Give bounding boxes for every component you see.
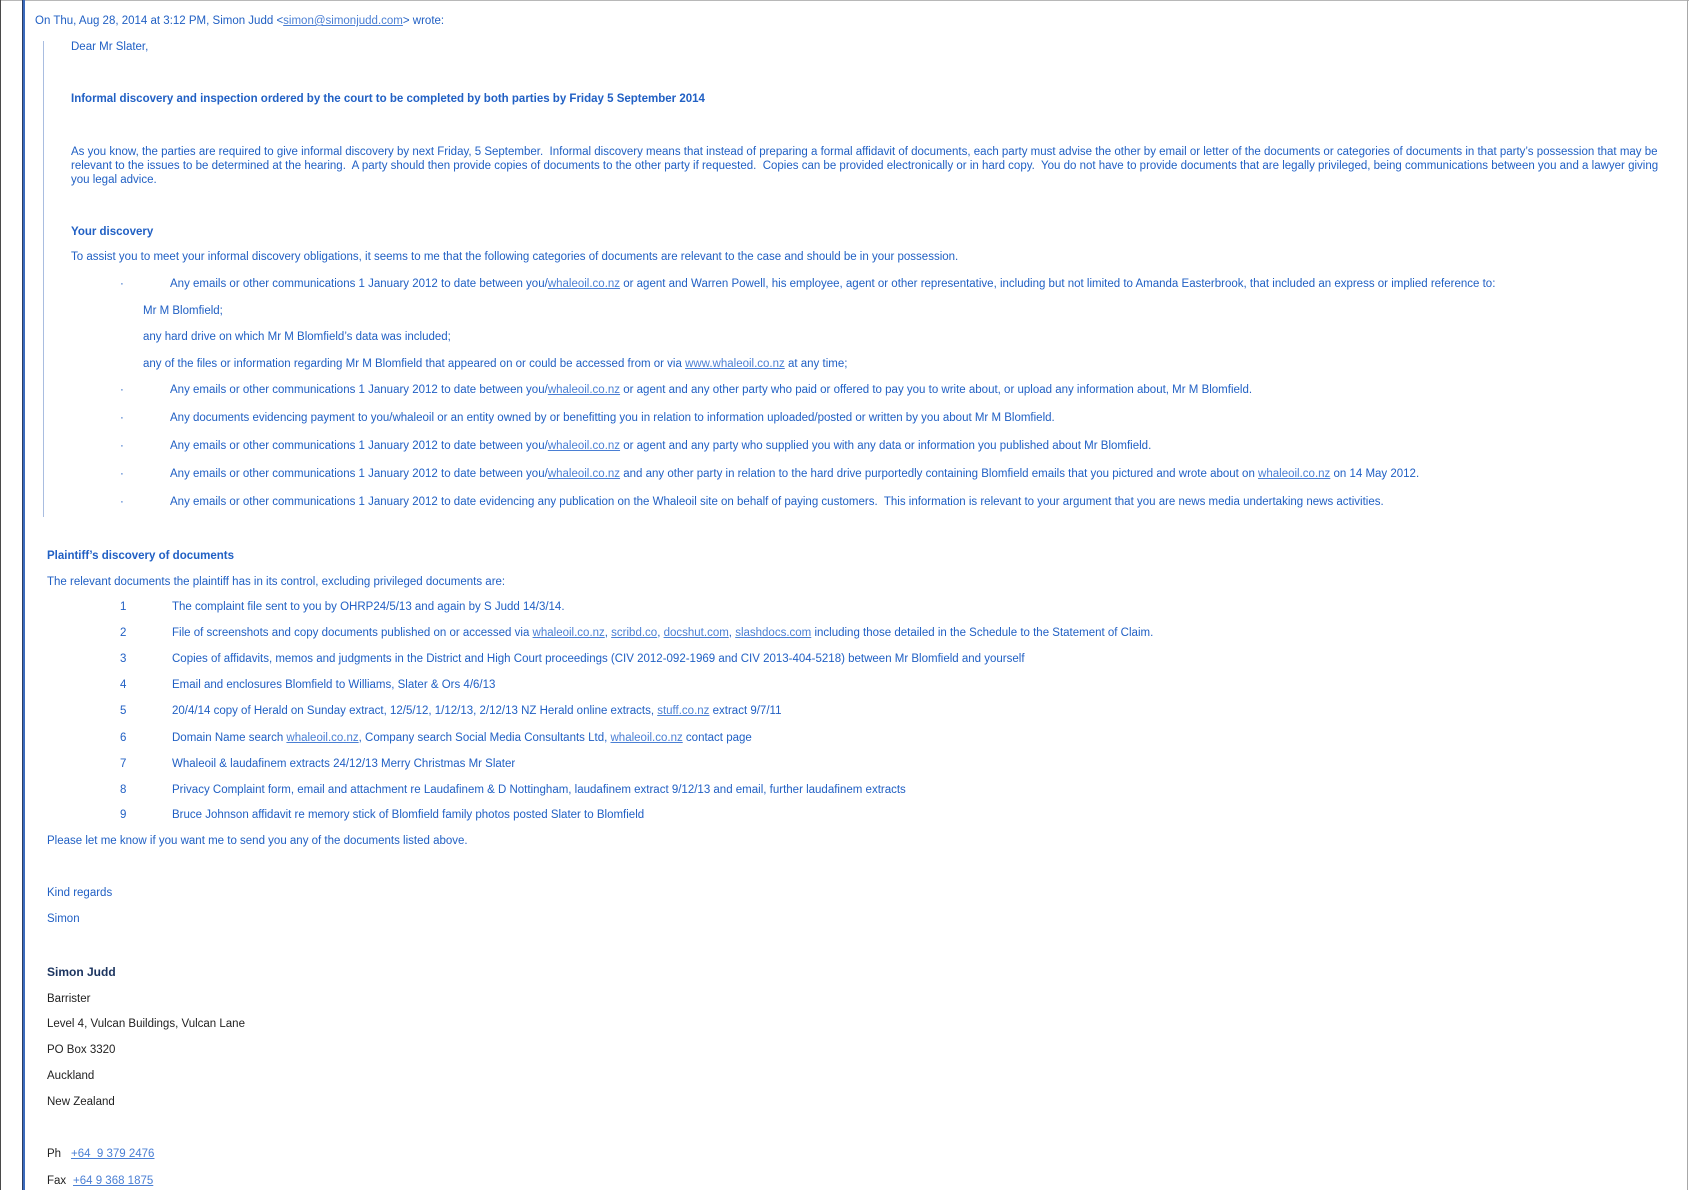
plaintiff-discovery-lead: The relevant documents the plaintiff has in its control, excluding privileged documents are: [47,576,506,588]
fax-link[interactable]: +64 9 368 1875 [73,1175,154,1187]
your-discovery-lead: To assist you to meet your informal discovery obligations, it seems to me that the following categories of documents are relevant to the case and should be in your possession. [71,251,959,263]
text-segment: any hard drive on which Mr M Blomfield’s data was included; [143,331,451,343]
signature-address-line: Auckland [47,1070,95,1082]
text-segment: > wrote: [402,15,445,27]
text-segment: at any time; [784,358,848,370]
item-number: 7 [120,758,127,770]
link[interactable]: whaleoil.co.nz [1258,468,1331,480]
signature-title: Barrister [47,993,91,1005]
document-item [172,783,906,797]
text-segment: Any emails or other communications 1 January 2012 to date between you/ [170,440,548,452]
document-item [172,704,781,718]
discovery-item [170,411,1055,425]
link[interactable]: stuff.co.nz [657,705,710,717]
discovery-subitem [143,357,847,371]
quote-bar [23,0,25,1190]
bullet-icon: · [120,496,124,508]
signature-address-line: PO Box 3320 [47,1044,116,1056]
link[interactable]: whaleoil.co.nz [532,627,605,639]
window-top-border [0,0,1689,1]
discovery-item [170,439,1151,453]
phone-link-wrapper [71,1147,154,1161]
text-segment: File of screenshots and copy documents published on or accessed via [172,627,533,639]
text-segment: , [728,627,736,639]
text-segment: Copies of affidavits, memos and judgments in the District and High Court proceedings (CIV 2012-092-1969 and CIV 2013-404-5218) between Mr Blomfield and yourself [172,653,1025,665]
document-item [172,652,1025,666]
text-segment: , [604,627,612,639]
intro-paragraph: As you know, the parties are required to give informal discovery by next Friday, 5 September. Informal discovery means that instead of preparing a formal affidavit of documents, each party must advise the other by email or letter of the documents or categories of documents in that party’s possession that may be relevant to the issues to be determined at the hearing. A party should then provide copies of documents to the other party if requested. Copies can be provided electronically or in hard copy. You do not have to provide documents that are legally privileged, being communications between you and a lawyer giving you legal advice. [71,146,1662,186]
text-segment: or agent and Warren Powell, his employee, agent or other representative, including but not limited to Amanda Easterbrook, that included an express or implied reference to: [620,278,1496,290]
item-number: 6 [120,732,127,744]
link[interactable]: whaleoil.co.nz [610,732,683,744]
document-item [172,678,495,692]
bullet-icon: · [120,412,124,424]
text-segment: On Thu, Aug 28, 2014 at 3:12 PM, Simon Judd < [35,15,284,27]
signature-address-line: New Zealand [47,1096,115,1108]
text-segment: Any documents evidencing payment to you/whaleoil or an entity owned by or benefitting you in relation to information uploaded/posted or written by you about Mr M Blomfield. [170,412,1055,424]
link[interactable]: whaleoil.co.nz [286,732,359,744]
signature-address-line: Level 4, Vulcan Buildings, Vulcan Lane [47,1018,245,1030]
nested-quote-bar [43,41,44,517]
bullet-icon: · [120,440,124,452]
document-item [172,600,565,614]
link[interactable]: whaleoil.co.nz [547,440,621,452]
email-quote-header [35,14,444,28]
text-segment: Email and enclosures Blomfield to Williams, Slater & Ors 4/6/13 [172,679,496,691]
closing-request: Please let me know if you want me to send you any of the documents listed above. [47,835,468,847]
text-segment: Bruce Johnson affidavit re memory stick of Blomfield family photos posted Slater to Blomfield [172,809,645,821]
signature-name: Simon Judd [47,965,116,979]
subject-heading: Informal discovery and inspection ordered by the court to be completed by both parties by Friday 5 September 2014 [71,93,705,105]
discovery-subitem [143,304,223,318]
text-segment: Privacy Complaint form, email and attachment re Laudafinem & D Nottingham, laudafinem extract 9/12/13 and email, further laudafinem extracts [172,784,906,796]
document-item [172,731,752,745]
text-segment: or agent and any other party who paid or offered to pay you to write about, or upload any information about, Mr M Blomfield. [620,384,1253,396]
link[interactable]: docshut.com [663,627,729,639]
discovery-item [170,383,1252,397]
text-segment: Any emails or other communications 1 January 2012 to date evidencing any publication on the Whaleoil site on behalf of paying customers. This information is relevant to your argument that you are news media undertaking news activities. [170,496,1384,508]
discovery-item [170,467,1419,481]
link[interactable]: whaleoil.co.nz [547,384,621,396]
text-segment: Any emails or other communications 1 January 2012 to date between you/ [170,468,548,480]
closing-regards: Kind regards [47,887,113,899]
text-segment: , [657,627,664,639]
fax-link-wrapper [73,1174,153,1188]
window-right-border [1687,0,1688,1190]
text-segment: or agent and any party who supplied you with any data or information you published about Mr Blomfield. [620,440,1152,452]
discovery-item [170,495,1384,509]
text-segment: contact page [682,732,752,744]
text-segment: Domain Name search [172,732,287,744]
link[interactable]: scribd.co [611,627,658,639]
discovery-item [170,277,1495,291]
document-item [172,808,644,822]
text-segment: Whaleoil & laudafinem extracts 24/12/13 Merry Christmas Mr Slater [172,758,516,770]
item-number: 4 [120,679,127,691]
text-segment: 20/4/14 copy of Herald on Sunday extract, 12/5/12, 1/12/13, 2/12/13 NZ Herald online extracts, [172,705,658,717]
bullet-icon: · [120,468,124,480]
document-item [172,757,515,771]
discovery-subitem [143,330,451,344]
text-segment: , Company search Social Media Consultants Ltd, [358,732,611,744]
item-number: 8 [120,784,127,796]
plaintiff-discovery-title: Plaintiff’s discovery of documents [47,550,235,562]
your-discovery-title: Your discovery [71,226,154,238]
item-number: 3 [120,653,127,665]
text-segment: extract 9/7/11 [709,705,782,717]
item-number: 5 [120,705,127,717]
text-segment: on 14 May 2012. [1330,468,1420,480]
phone-label: Ph [47,1148,62,1160]
text-segment: any of the files or information regarding Mr M Blomfield that appeared on or could be accessed from or via [143,358,686,370]
text-segment: The complaint file sent to you by OHRP24/5/13 and again by S Judd 14/3/14. [172,601,565,613]
closing-sender: Simon [47,913,80,925]
window-left-border [0,0,1,1190]
text-segment: Any emails or other communications 1 January 2012 to date between you/ [170,278,548,290]
text-segment: Any emails or other communications 1 January 2012 to date between you/ [170,384,548,396]
bullet-icon: · [120,278,124,290]
link[interactable]: whaleoil.co.nz [547,278,621,290]
fax-label: Fax [47,1175,67,1187]
phone-link[interactable]: +64 9 379 2476 [71,1148,155,1160]
text-segment: Mr M Blomfield; [143,305,223,317]
link[interactable]: whaleoil.co.nz [547,468,621,480]
text-segment: including those detailed in the Schedule to the Statement of Claim. [811,627,1154,639]
item-number: 2 [120,627,127,639]
greeting: Dear Mr Slater, [71,41,149,53]
link[interactable]: www.whaleoil.co.nz [685,358,785,370]
item-number: 9 [120,809,127,821]
link[interactable]: slashdocs.com [735,627,812,639]
text-segment: and any other party in relation to the hard drive purportedly containing Blomfield emails that you pictured and wrote about on [620,468,1259,480]
document-item [172,626,1153,640]
item-number: 1 [120,601,127,613]
bullet-icon: · [120,384,124,396]
link[interactable]: simon@simonjudd.com [283,15,403,27]
